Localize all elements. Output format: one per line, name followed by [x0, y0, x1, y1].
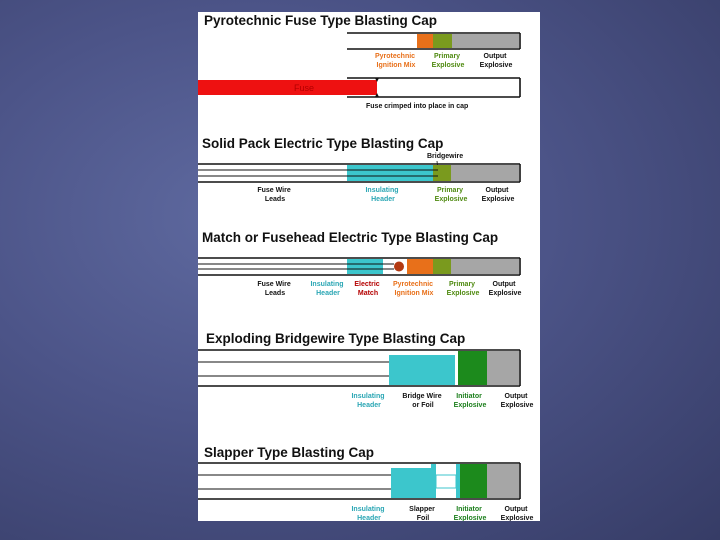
- insulating-header-label: Insulating Header: [310, 281, 344, 297]
- fuse-label: Fuse: [294, 83, 315, 93]
- pyrotechnic-ignition-mix-label: Pyrotechnic Ignition Mix: [392, 281, 434, 297]
- output-explosive: [487, 464, 519, 498]
- section-pyrotechnic-fuse: [198, 13, 520, 110]
- initiator-explosive-label: Initiator Explosive: [453, 506, 487, 521]
- insulating-header-label: Insulating Header: [351, 506, 385, 521]
- section-title: Exploding Bridgewire Type Blasting Cap: [206, 331, 466, 346]
- insulating-header-label: Insulating Header: [351, 393, 385, 409]
- blasting-cap-diagram: [198, 12, 540, 521]
- primary-explosive: [433, 165, 451, 181]
- insulating-header: [391, 468, 431, 498]
- initiator-explosive: [458, 351, 487, 385]
- section-title: Slapper Type Blasting Cap: [204, 445, 375, 460]
- slapper-barrel: [436, 475, 456, 488]
- section-title: Solid Pack Electric Type Blasting Cap: [202, 136, 444, 151]
- electric-match-label: Electric Match: [354, 281, 380, 297]
- output-explosive: [451, 165, 519, 181]
- fuse-wire-leads-label: Fuse Wire Leads: [257, 281, 291, 297]
- output-explosive: [452, 34, 519, 48]
- output-explosive-label: Output Explosive: [479, 53, 513, 69]
- fuse-wire-leads-label: Fuse Wire Leads: [257, 187, 291, 203]
- output-explosive: [487, 351, 519, 385]
- fuse-crimp-label: Fuse crimped into place in cap: [366, 103, 469, 110]
- output-explosive-label: Output Explosive: [488, 281, 522, 297]
- section-solid-pack-electric: [198, 136, 520, 203]
- output-explosive-label: Output Explosive: [500, 393, 534, 409]
- primary-explosive-label: Primary Explosive: [434, 187, 468, 203]
- primary-explosive: [433, 34, 452, 48]
- output-explosive-label: Output Explosive: [481, 187, 515, 203]
- slapper-foil-left: [431, 464, 436, 498]
- slapper-foil-right: [456, 464, 460, 498]
- insulating-header: [389, 355, 455, 385]
- bridgewire-label: Bridgewire: [427, 153, 464, 160]
- insulating-header: [347, 165, 433, 181]
- initiator-explosive: [460, 464, 487, 498]
- section-slapper: [198, 445, 533, 521]
- section-match-fusehead-electric: [198, 230, 521, 297]
- insulating-header: [347, 259, 383, 274]
- slapper-foil-label: Slapper Foil: [409, 506, 435, 521]
- section-title: Pyrotechnic Fuse Type Blasting Cap: [204, 13, 438, 28]
- section-exploding-bridgewire: [198, 331, 533, 409]
- insulating-header-label: Insulating Header: [365, 187, 399, 203]
- pyrotechnic-ignition-mix-label: Pyrotechnic Ignition Mix: [374, 53, 416, 69]
- fuse: [198, 80, 377, 95]
- bridge-wire-gap: [455, 351, 458, 385]
- primary-explosive-label: Primary Explosive: [446, 281, 480, 297]
- electric-match-head: [394, 262, 404, 272]
- pyrotechnic-ignition-mix: [407, 259, 433, 274]
- output-explosive-label: Output Explosive: [500, 506, 534, 521]
- section-title: Match or Fusehead Electric Type Blasting Cap: [202, 230, 499, 245]
- bridge-wire-label: Bridge Wire or Foil: [402, 393, 442, 409]
- primary-explosive-label: Primary Explosive: [431, 53, 465, 69]
- output-explosive: [451, 259, 519, 274]
- initiator-explosive-label: Initiator Explosive: [453, 393, 487, 409]
- pyrotechnic-ignition-mix: [417, 34, 433, 48]
- primary-explosive: [433, 259, 451, 274]
- diagram-panel: [198, 12, 540, 521]
